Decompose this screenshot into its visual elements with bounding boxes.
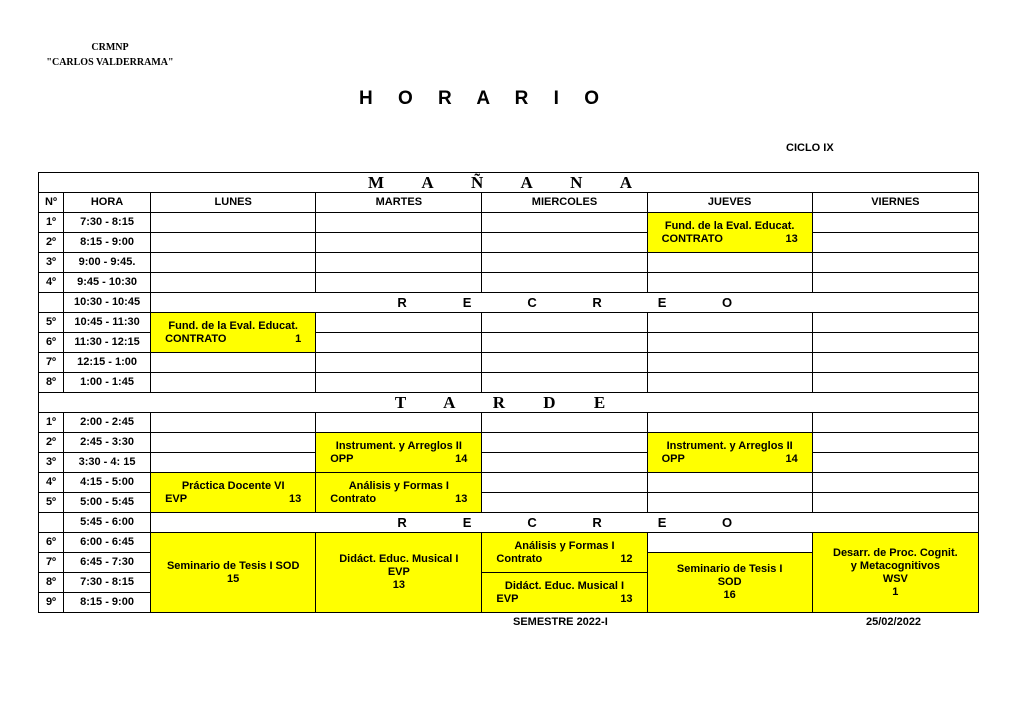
table-row: [39, 453, 979, 473]
column-header-text: MARTES: [375, 196, 423, 208]
hora-text: 12:15 - 1:00: [77, 356, 138, 368]
course-lun_m-room: 1: [295, 332, 302, 345]
schedule-cell: [482, 313, 647, 333]
course-lun_prac-name: Práctica Docente VI: [181, 479, 285, 492]
course-jue_inst-teacher: OPP: [661, 452, 685, 465]
schedule-cell: [812, 373, 978, 393]
hora-text: 9:45 - 10:30: [77, 276, 138, 288]
schedule-cell: [482, 333, 647, 353]
row-number: [39, 573, 64, 593]
row-hora: [64, 593, 151, 613]
table-row: [39, 313, 979, 333]
semester-label: SEMESTRE 2022-I: [513, 616, 608, 628]
course-jue_sem-line3: 16: [723, 589, 736, 601]
schedule-cell: [647, 373, 812, 393]
row-number-text: 4º: [45, 276, 57, 288]
row-hora: [64, 253, 151, 273]
course-mar_did-line3: 13: [392, 579, 405, 591]
row-number: [39, 293, 64, 313]
hora-text: 3:30 - 4: 15: [78, 456, 136, 468]
schedule-cell: [316, 213, 482, 233]
table-row: [39, 293, 979, 313]
table-row: [39, 273, 979, 293]
course-mie_anal-teacher: Contrato: [496, 552, 543, 565]
course-mie_anal-name: Análisis y Formas I: [514, 539, 615, 552]
schedule-cell: [647, 473, 812, 493]
recreo-letter: O: [721, 515, 733, 530]
column-header-text: Nº: [45, 196, 57, 208]
hora-text: 8:15 - 9:00: [80, 236, 134, 248]
course-cell-mar_inst: [316, 433, 482, 473]
hora-text: 9:00 - 9:45.: [78, 256, 136, 268]
column-header-text: VIERNES: [871, 196, 920, 208]
hora-text: 10:30 - 10:45: [74, 296, 141, 308]
page-title: H O R A R I O: [359, 88, 609, 109]
course-jue_m-teacher: CONTRATO: [661, 232, 723, 245]
recreo-letter: C: [527, 515, 537, 530]
table-row: [39, 393, 979, 413]
row-number-text: 6º: [45, 336, 57, 348]
row-number-text: 2º: [45, 436, 57, 448]
row-number-text: 1º: [45, 416, 57, 428]
course-lun_sem-line1: Seminario de Tesis I SOD: [166, 559, 300, 572]
row-hora: [64, 353, 151, 373]
row-number: [39, 273, 64, 293]
row-number-text: 7º: [45, 356, 57, 368]
course-mie_did-name: Didáct. Educ. Musical I: [504, 579, 625, 592]
course-jue_m-name: Fund. de la Eval. Educat.: [664, 219, 795, 232]
course-vie_des-line3: WSV: [882, 572, 908, 585]
column-header: [151, 193, 316, 213]
hora-text: 7:30 - 8:15: [80, 216, 134, 228]
schedule-cell: [812, 273, 978, 293]
schedule-cell: [812, 473, 978, 493]
hora-text: 5:45 - 6:00: [80, 516, 134, 528]
section-tarde-text: T A R D E: [394, 393, 623, 412]
course-lun_m-teacher: CONTRATO: [165, 332, 227, 345]
schedule-cell: [482, 233, 647, 253]
table-row: [39, 193, 979, 213]
hora-text: 6:45 - 7:30: [80, 556, 134, 568]
row-hora: [64, 573, 151, 593]
column-header-text: MIERCOLES: [531, 196, 598, 208]
column-header: [64, 193, 151, 213]
course-mie_anal-room: 12: [620, 552, 633, 565]
schedule-cell: [647, 313, 812, 333]
course-mar_inst-name: Instrument. y Arreglos II: [335, 439, 462, 452]
course-vie_des-line2: y Metacognitivos: [850, 559, 940, 572]
course-mie_did-room: 13: [620, 592, 633, 605]
schedule-cell: [151, 213, 316, 233]
table-row: [39, 253, 979, 273]
row-number-text: 5º: [45, 316, 57, 328]
row-number: [39, 333, 64, 353]
hora-text: 2:45 - 3:30: [80, 436, 134, 448]
course-mie_did-teacher: EVP: [496, 592, 519, 605]
row-number-text: 6º: [45, 536, 57, 548]
row-number-text: 5º: [45, 496, 57, 508]
table-row: [39, 373, 979, 393]
schedule-cell: [316, 373, 482, 393]
schedule-cell: [316, 273, 482, 293]
row-hora: [64, 373, 151, 393]
schedule-cell: [151, 253, 316, 273]
row-number: [39, 253, 64, 273]
recreo-letter: R: [397, 295, 407, 310]
course-jue_inst-room: 14: [785, 452, 798, 465]
section-manana: [39, 173, 979, 193]
course-cell-vie_des: [812, 533, 978, 613]
hora-text: 10:45 - 11:30: [74, 316, 140, 328]
course-mar_did-line1: Didáct. Educ. Musical I: [339, 553, 459, 565]
schedule-cell: [812, 413, 978, 433]
course-lun_prac-room: 13: [289, 492, 302, 505]
row-number: [39, 593, 64, 613]
schedule-cell: [316, 253, 482, 273]
course-vie_des-line4: 1: [892, 585, 899, 598]
schedule-cell: [482, 213, 647, 233]
row-hora: [64, 553, 151, 573]
schedule-cell: [316, 333, 482, 353]
course-cell-lun_prac: [151, 473, 316, 513]
hora-text: 2:00 - 2:45: [80, 416, 134, 428]
course-mar_anal-room: 13: [455, 492, 468, 505]
course-cell-mie_did: [482, 573, 647, 613]
schedule-cell: [151, 233, 316, 253]
schedule-cell: [647, 353, 812, 373]
schedule-cell: [151, 433, 316, 453]
row-hora: [64, 273, 151, 293]
schedule-cell: [812, 313, 978, 333]
row-hora: [64, 493, 151, 513]
row-number-text: 4º: [45, 476, 57, 488]
table-row: [39, 353, 979, 373]
course-mar_inst-room: 14: [455, 452, 468, 465]
row-hora: [64, 293, 151, 313]
table-row: [39, 213, 979, 233]
row-number: [39, 233, 64, 253]
schedule-cell: [482, 273, 647, 293]
schedule-cell: [812, 453, 978, 473]
table-row: [39, 533, 979, 553]
recreo-letter: R: [592, 515, 602, 530]
section-manana-text: M A Ñ A N A: [368, 173, 649, 192]
hora-text: 6:00 - 6:45: [80, 536, 134, 548]
row-hora: [64, 473, 151, 493]
schedule-cell: [812, 493, 978, 513]
hora-text: 1:00 - 1:45: [80, 376, 134, 388]
recreo-letter: E: [462, 515, 472, 530]
row-number: [39, 473, 64, 493]
course-cell-mar_did: [316, 533, 482, 613]
table-row: [39, 473, 979, 493]
column-header-text: HORA: [90, 196, 124, 208]
hora-text: 5:00 - 5:45: [80, 496, 134, 508]
course-cell-mar_anal: [316, 473, 482, 513]
schedule-cell: [482, 453, 647, 473]
course-jue_m-room: 13: [785, 232, 798, 245]
row-number: [39, 553, 64, 573]
schedule-cell: [482, 493, 647, 513]
recreo-letter: E: [657, 515, 667, 530]
schedule-cell: [482, 413, 647, 433]
schedule-cell: [812, 433, 978, 453]
column-header: [812, 193, 978, 213]
schedule-cell: [316, 413, 482, 433]
schedule-table: [38, 172, 979, 613]
row-number: [39, 453, 64, 473]
table-row: [39, 233, 979, 253]
course-jue_sem-line1: Seminario de Tesis I: [676, 563, 783, 575]
column-header: [39, 193, 64, 213]
recreo-letter: R: [397, 515, 407, 530]
course-lun_m-name: Fund. de la Eval. Educat.: [168, 319, 298, 332]
schedule-cell: [482, 473, 647, 493]
schedule-cell: [647, 273, 812, 293]
row-number-text: 8º: [45, 576, 57, 588]
course-cell-lun_m: [151, 313, 316, 353]
schedule-cell: [151, 453, 316, 473]
row-number: [39, 413, 64, 433]
schedule-cell: [316, 313, 482, 333]
course-jue_sem-line2: SOD: [717, 576, 742, 588]
schedule-cell: [482, 433, 647, 453]
ciclo-label: CICLO IX: [786, 142, 834, 154]
hora-text: 4:15 - 5:00: [80, 476, 134, 488]
column-header: [482, 193, 647, 213]
recreo-bar: [151, 293, 979, 313]
schedule-cell: [812, 213, 978, 233]
row-number-text: 2º: [45, 236, 57, 248]
hora-text: 7:30 - 8:15: [80, 576, 134, 588]
row-number: [39, 493, 64, 513]
course-cell-jue_inst: [647, 433, 812, 473]
row-hora: [64, 313, 151, 333]
row-number: [39, 513, 64, 533]
recreo-letter: O: [721, 295, 733, 310]
institution-name: CRMNP: [91, 42, 129, 53]
row-number-text: 1º: [45, 216, 57, 228]
table-row: [39, 433, 979, 453]
row-hora: [64, 413, 151, 433]
course-lun_prac-teacher: EVP: [165, 492, 188, 505]
column-header: [647, 193, 812, 213]
schedule-cell: [151, 413, 316, 433]
course-vie_des-line1: Desarr. de Proc. Cognit.: [833, 546, 958, 559]
course-mar_inst-teacher: OPP: [330, 452, 354, 465]
row-number-text: 8º: [45, 376, 57, 388]
row-number: [39, 353, 64, 373]
schedule-cell: [812, 333, 978, 353]
row-number-text: 7º: [45, 556, 57, 568]
row-number-text: 3º: [45, 456, 57, 468]
row-number-text: 9º: [45, 596, 57, 608]
schedule-cell: [647, 493, 812, 513]
recreo-letter: E: [462, 295, 472, 310]
row-number: [39, 533, 64, 553]
schedule-cell: [151, 373, 316, 393]
table-row: [39, 513, 979, 533]
schedule-cell: [647, 533, 812, 553]
course-cell-jue_m: [647, 213, 812, 253]
schedule-cell: [482, 373, 647, 393]
course-jue_inst-name: Instrument. y Arreglos II: [666, 439, 793, 452]
date-label: 25/02/2022: [866, 616, 922, 628]
row-number-text: 3º: [45, 256, 57, 268]
row-hora: [64, 233, 151, 253]
recreo-bar: [151, 513, 979, 533]
course-cell-lun_sem: [151, 533, 316, 613]
section-tarde: [39, 393, 979, 413]
column-header-text: LUNES: [214, 196, 252, 208]
course-mar_anal-name: Análisis y Formas I: [348, 479, 449, 492]
hora-text: 11:30 - 12:15: [74, 336, 140, 348]
row-number: [39, 373, 64, 393]
course-cell-jue_sem: [647, 553, 812, 613]
schedule-cell: [482, 353, 647, 373]
schedule-cell: [812, 353, 978, 373]
course-cell-mie_anal: [482, 533, 647, 573]
recreo-letter: E: [657, 295, 667, 310]
row-number: [39, 313, 64, 333]
row-hora: [64, 213, 151, 233]
schedule-cell: [482, 253, 647, 273]
schedule-cell: [316, 353, 482, 373]
schedule-cell: [316, 233, 482, 253]
recreo-letter: C: [527, 295, 537, 310]
schedule-cell: [151, 353, 316, 373]
row-hora: [64, 433, 151, 453]
hora-text: 8:15 - 9:00: [80, 596, 134, 608]
institution-subtitle: "CARLOS VALDERRAMA": [46, 57, 174, 68]
row-number: [39, 213, 64, 233]
schedule-cell: [647, 413, 812, 433]
schedule-cell: [812, 233, 978, 253]
row-hora: [64, 453, 151, 473]
column-header-text: JUEVES: [707, 196, 752, 208]
table-row: [39, 173, 979, 193]
recreo-letter: R: [592, 295, 602, 310]
schedule-cell: [647, 253, 812, 273]
column-header: [316, 193, 482, 213]
table-row: [39, 413, 979, 433]
row-number: [39, 433, 64, 453]
course-mar_did-line2: EVP: [387, 566, 410, 578]
schedule-cell: [151, 273, 316, 293]
course-lun_sem-line2: 15: [227, 572, 240, 585]
row-hora: [64, 533, 151, 553]
row-hora: [64, 333, 151, 353]
row-hora: [64, 513, 151, 533]
schedule-cell: [812, 253, 978, 273]
schedule-cell: [647, 333, 812, 353]
course-mar_anal-teacher: Contrato: [330, 492, 377, 505]
